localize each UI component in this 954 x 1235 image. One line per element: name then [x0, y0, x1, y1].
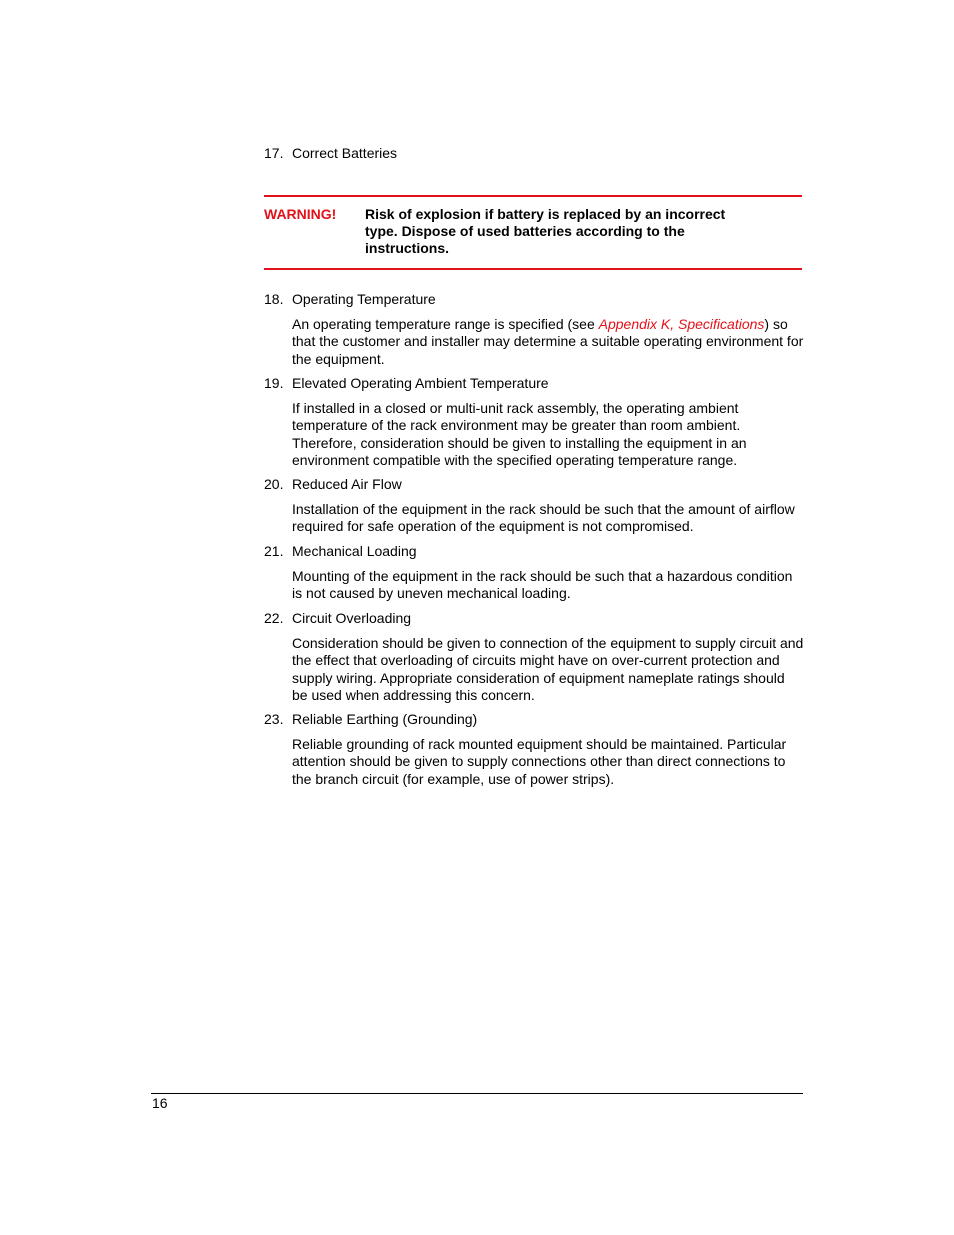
paragraph-reliable-earthing: Reliable grounding of rack mounted equipment should be maintained. Particular attention should be given to supply connections other than direct connections to the branch circuit (for example, use of power strips). — [292, 736, 787, 787]
item-title: Reduced Air Flow — [292, 476, 402, 492]
paragraph-circuit-overloading: Consideration should be given to connection of the equipment to supply circuit and the effect that overloading of circuits might have on over-current protection and supply wiring. Appropriate consideration of equipment nameplate ratings should be used when addressing this concern. — [292, 635, 804, 703]
warning-text: Risk of explosion if battery is replaced by an incorrect type. Dispose of used batteries according to the instructions. — [365, 206, 726, 256]
item-number: 22. — [264, 610, 284, 626]
item-number: 17. — [264, 145, 284, 161]
appendix-link[interactable]: Appendix K, Specifications — [598, 316, 765, 332]
page-number: 16 — [152, 1095, 168, 1111]
paragraph-reduced-airflow: Installation of the equipment in the rack should be such that the amount of airflow required for safe operation of the equipment is not compromised. — [292, 501, 795, 535]
item-number: 19. — [264, 375, 284, 391]
paragraph-elevated-temperature: If installed in a closed or multi-unit rack assembly, the operating ambient temperature of the rack environment may be greater than room ambient. Therefore, consideration should be given to installing the equipment in an environment compatible with the specified operating temperature range. — [292, 400, 747, 468]
paragraph-operating-temperature — [292, 316, 804, 368]
item-number: 20. — [264, 476, 284, 492]
item-title: Elevated Operating Ambient Temperature — [292, 375, 549, 391]
footer-rule — [151, 1093, 803, 1094]
paragraph-text: An operating temperature range is specified (see — [292, 316, 599, 332]
item-title: Reliable Earthing (Grounding) — [292, 711, 478, 727]
item-number: 18. — [264, 291, 284, 307]
warning-top-rule — [264, 195, 802, 197]
item-title: Operating Temperature — [292, 291, 436, 307]
item-title: Circuit Overloading — [292, 610, 412, 626]
paragraph-text: ) so that the customer and installer may determine a suitable operating environment for the equipment. — [292, 316, 804, 367]
item-number: 23. — [264, 711, 284, 727]
item-title: Mechanical Loading — [292, 543, 417, 559]
warning-bottom-rule — [264, 268, 802, 270]
item-title: Correct Batteries — [292, 145, 398, 161]
warning-label: WARNING! — [264, 206, 337, 222]
item-number: 21. — [264, 543, 284, 559]
paragraph-mechanical-loading: Mounting of the equipment in the rack should be such that a hazardous condition is not caused by uneven mechanical loading. — [292, 568, 793, 602]
